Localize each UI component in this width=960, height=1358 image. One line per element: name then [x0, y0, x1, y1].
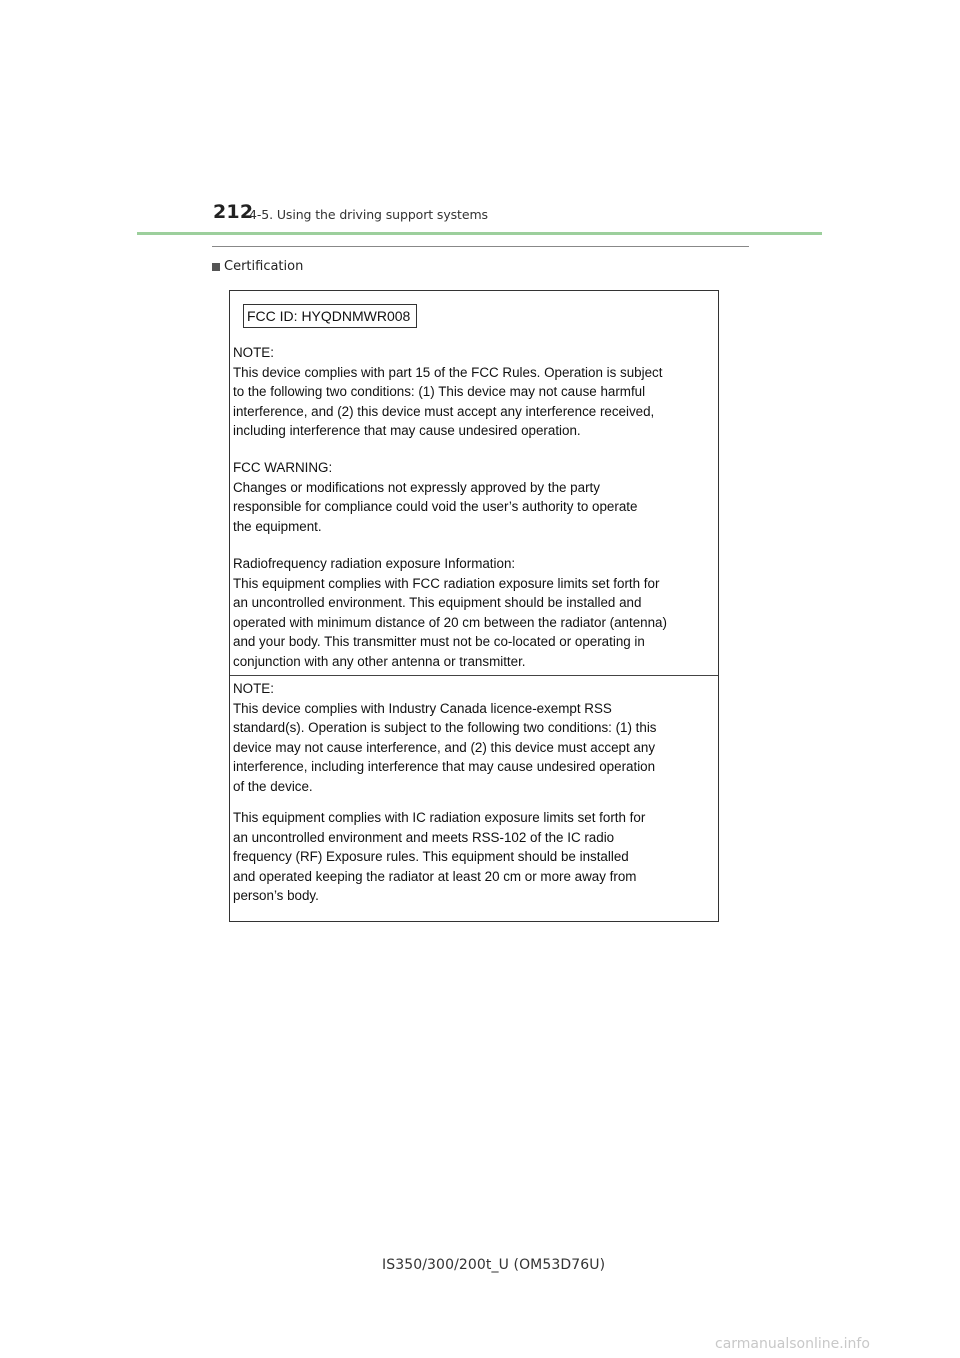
- fcc-warning: [233, 458, 717, 536]
- fcc-note-line: including interference that may cause undesired operation.: [233, 423, 581, 439]
- fcc-note-line: This device complies with part 15 of the FCC Rules. Operation is subject: [233, 364, 663, 380]
- fcc-warning-heading: FCC WARNING:: [233, 460, 333, 475]
- ic-note-line: standard(s). Operation is subject to the following two conditions: (1) this: [233, 720, 657, 736]
- filled-square-icon: [212, 263, 220, 271]
- rf-exposure-line: conjunction with any other antenna or transmitter.: [233, 653, 526, 669]
- fcc-warning-line: responsible for compliance could void the user’s authority to operate: [233, 499, 638, 515]
- ic-exposure-line: an uncontrolled environment and meets RSS-102 of the IC radio: [233, 829, 615, 845]
- fcc-ic-divider: [230, 675, 718, 676]
- fcc-note: [233, 343, 717, 441]
- ic-note-line: of the device.: [233, 778, 313, 794]
- ic-exposure-line: This equipment complies with IC radiation exposure limits set forth for: [233, 810, 646, 825]
- fcc-note-line: interference, and (2) this device must accept any interference received,: [233, 403, 655, 419]
- ic-exposure: [233, 808, 717, 906]
- page-number: 212: [213, 201, 254, 223]
- subheading-label: Certification: [224, 259, 304, 274]
- rf-exposure-info: [233, 554, 717, 672]
- rf-exposure-line: operated with minimum distance of 20 cm between the radiator (antenna): [233, 614, 667, 630]
- header-rule: [137, 232, 822, 235]
- section-divider: [212, 246, 749, 247]
- section-title: 4-5. Using the driving support systems: [249, 207, 488, 222]
- watermark: carmanualsonline.info: [715, 1336, 870, 1352]
- fcc-note-line: to the following two conditions: (1) This device may not cause harmful: [233, 384, 646, 400]
- certification-label-box: [229, 290, 719, 922]
- fcc-warning-line: the equipment.: [233, 518, 322, 534]
- rf-exposure-line: an uncontrolled environment. This equipment should be installed and: [233, 595, 642, 611]
- ic-exposure-line: person’s body.: [233, 888, 319, 904]
- ic-exposure-line: frequency (RF) Exposure rules. This equipment should be installed: [233, 849, 629, 865]
- fcc-note-heading: NOTE:: [233, 345, 274, 360]
- subheading-certification: [212, 259, 303, 274]
- rf-exposure-line: and your body. This transmitter must not be co-located or operating in: [233, 634, 645, 650]
- ic-note-line: device may not cause interference, and (2) this device must accept any: [233, 739, 656, 755]
- ic-exposure-line: and operated keeping the radiator at least 20 cm or more away from: [233, 868, 637, 884]
- footer-model-code: IS350/300/200t_U (OM53D76U): [382, 1257, 606, 1273]
- rf-exposure-heading: Radiofrequency radiation exposure Information:: [233, 556, 516, 571]
- rf-exposure-line: This equipment complies with FCC radiation exposure limits set forth for: [233, 575, 660, 591]
- ic-note: [233, 679, 717, 797]
- fcc-id-label: FCC ID: HYQDNMWR008: [243, 304, 417, 328]
- ic-note-line: interference, including interference that may cause undesired operation: [233, 759, 656, 775]
- fcc-warning-line: Changes or modifications not expressly approved by the party: [233, 479, 600, 495]
- ic-note-line: This device complies with Industry Canada licence-exempt RSS: [233, 700, 612, 716]
- ic-note-heading: NOTE:: [233, 681, 274, 696]
